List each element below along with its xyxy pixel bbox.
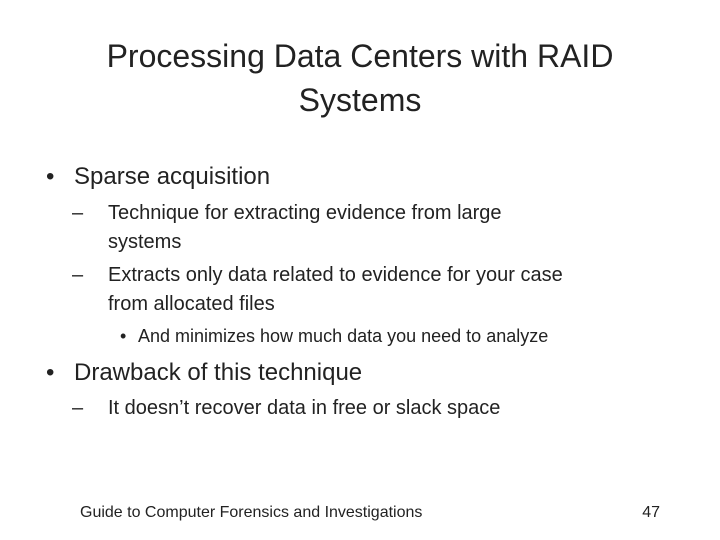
- sub-bullet-extracts-cont: [108, 288, 275, 320]
- page-number: 47: [642, 504, 660, 521]
- bullet-mark: •: [46, 359, 55, 386]
- bullet-drawback: [46, 359, 363, 387]
- sub-bullet-technique-cont: [108, 226, 181, 258]
- dash-mark: –: [72, 202, 84, 224]
- subsub-bullet-text: And minimizes how much data you need to analyze: [138, 326, 549, 346]
- subsub-bullet-minimizes: [120, 325, 549, 347]
- bullet-mark: •: [46, 163, 55, 190]
- dash-mark: –: [72, 397, 84, 419]
- sub-bullet-line: from allocated files: [108, 293, 275, 315]
- bullet-mark: •: [120, 326, 127, 346]
- bullet-sparse-acquisition: [46, 163, 271, 191]
- sub-bullet-line: Extracts only data related to evidence for your case: [108, 264, 563, 286]
- bullet-text: Drawback of this technique: [74, 359, 363, 386]
- sub-bullet-doesnt-recover: [72, 392, 501, 424]
- footer-text: Guide to Computer Forensics and Investigations: [80, 504, 423, 521]
- sub-bullet-extracts: [72, 259, 563, 291]
- slide-title: [40, 34, 680, 122]
- bullet-text: Sparse acquisition: [74, 163, 271, 190]
- sub-bullet-technique: [72, 197, 502, 229]
- sub-bullet-line: It doesn’t recover data in free or slack space: [108, 397, 501, 419]
- sub-bullet-line: systems: [108, 231, 182, 253]
- slide-title-line-1: Processing Data Centers with RAID: [106, 38, 614, 74]
- dash-mark: –: [72, 264, 84, 286]
- sub-bullet-line: Technique for extracting evidence from large: [108, 202, 502, 224]
- slide-title-line-2: Systems: [298, 82, 422, 118]
